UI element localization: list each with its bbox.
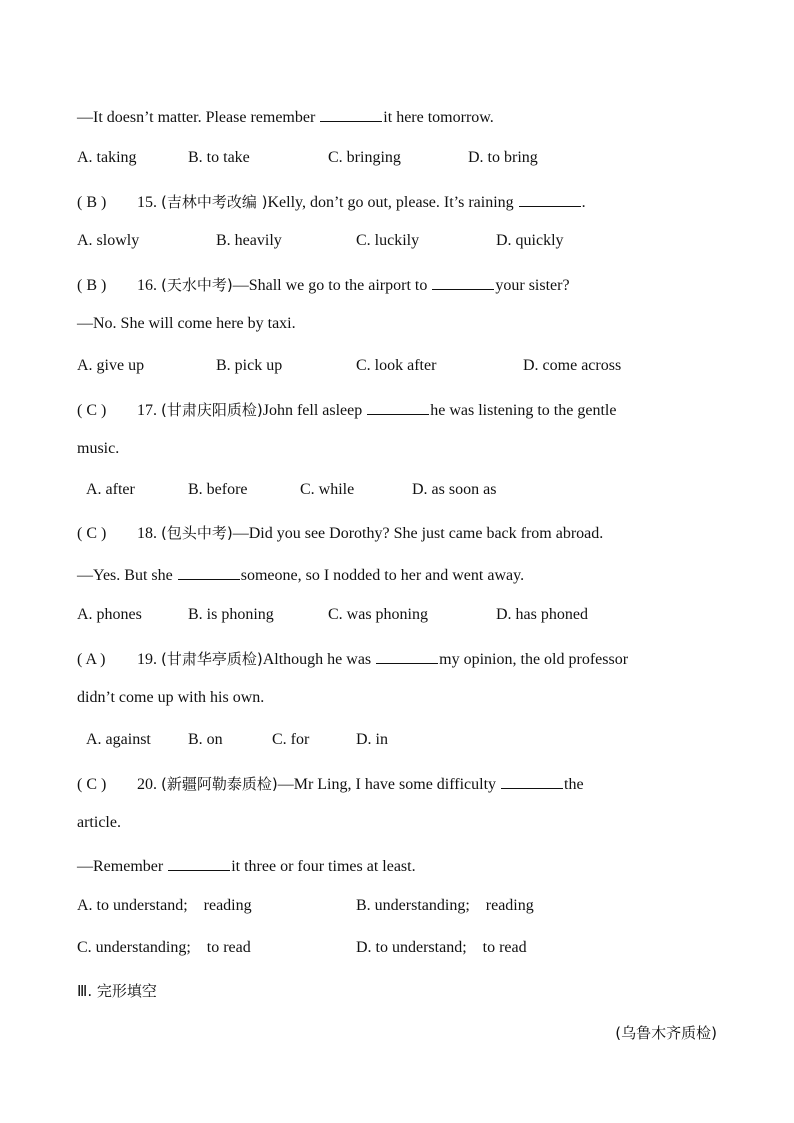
q20-stem-post: the bbox=[564, 776, 584, 793]
answer-blank bbox=[432, 274, 494, 290]
q17-stem-post: he was listening to the gentle bbox=[430, 402, 617, 419]
q19-option-a: A. against bbox=[86, 731, 151, 748]
q16-number: 16. bbox=[137, 277, 161, 294]
q14-option-c: C. bringing bbox=[328, 149, 401, 166]
q20-source: (新疆阿勒泰质检) bbox=[161, 775, 278, 793]
q18-stem bbox=[77, 523, 717, 544]
q18-option-c: C. was phoning bbox=[328, 606, 428, 623]
q19-answer: ( A ) bbox=[77, 651, 106, 668]
q15-option-a: A. slowly bbox=[77, 232, 140, 249]
section-source: (乌鲁木齐质检) bbox=[615, 1024, 717, 1042]
answer-blank bbox=[178, 564, 240, 580]
q14-reply-pre: —It doesn’t matter. Please remember bbox=[77, 109, 320, 126]
q15-stem-post: . bbox=[581, 194, 586, 211]
q17-stem-pre: John fell asleep bbox=[262, 402, 367, 419]
q18-option-a: A. phones bbox=[77, 606, 142, 623]
q16-option-b: B. pick up bbox=[216, 357, 283, 374]
q17-stem bbox=[77, 399, 717, 421]
q17-continuation: music. bbox=[77, 440, 120, 457]
q15-option-d: D. quickly bbox=[496, 232, 564, 249]
q20-option-c: C. understanding; to read bbox=[77, 939, 251, 956]
q14-option-b: B. to take bbox=[188, 149, 250, 166]
q15-stem-pre: Kelly, don’t go out, please. It’s raining bbox=[267, 194, 518, 211]
q16-stem-pre: —Shall we go to the airport to bbox=[232, 277, 432, 294]
q19-stem-pre: Although he was bbox=[262, 651, 376, 668]
q20-continuation: article. bbox=[77, 814, 121, 831]
q20-reply-post: it three or four times at least. bbox=[231, 858, 416, 875]
q18-answer: ( C ) bbox=[77, 525, 107, 542]
q16-stem-post: your sister? bbox=[495, 277, 570, 294]
q20-stem bbox=[77, 773, 717, 795]
q20-reply-pre: —Remember bbox=[77, 858, 168, 875]
q17-source: (甘肃庆阳质检) bbox=[161, 401, 263, 419]
q18-stem-text: —Did you see Dorothy? She just came back from abroad. bbox=[232, 525, 604, 542]
q16-option-d: D. come across bbox=[523, 357, 622, 374]
answer-blank bbox=[367, 399, 429, 415]
q18-reply-pre: —Yes. But she bbox=[77, 567, 177, 584]
q19-number: 19. bbox=[137, 651, 161, 668]
q15-stem bbox=[77, 191, 717, 213]
q19-option-d: D. in bbox=[356, 731, 388, 748]
q17-option-c: C. while bbox=[300, 481, 355, 498]
q15-answer: ( B ) bbox=[77, 194, 107, 211]
q19-option-c: C. for bbox=[272, 731, 310, 748]
q18-reply-post: someone, so I nodded to her and went away. bbox=[240, 567, 525, 584]
q14-reply-post: it here tomorrow. bbox=[383, 109, 494, 126]
q20-stem-pre: —Mr Ling, I have some difficulty bbox=[277, 776, 501, 793]
q16-answer: ( B ) bbox=[77, 277, 107, 294]
q15-option-c: C. luckily bbox=[356, 232, 420, 249]
q19-continuation: didn’t come up with his own. bbox=[77, 689, 265, 706]
answer-blank bbox=[501, 773, 563, 789]
q16-option-c: C. look after bbox=[356, 357, 437, 374]
answer-blank bbox=[320, 106, 382, 122]
q20-option-d: D. to understand; to read bbox=[356, 939, 527, 956]
q19-source: (甘肃华亭质检) bbox=[161, 650, 263, 668]
q20-answer: ( C ) bbox=[77, 776, 107, 793]
answer-blank bbox=[519, 191, 581, 207]
q17-number: 17. bbox=[137, 402, 161, 419]
q20-option-a: A. to understand; reading bbox=[77, 897, 252, 914]
q17-option-b: B. before bbox=[188, 481, 248, 498]
q19-option-b: B. on bbox=[188, 731, 223, 748]
q19-stem-post: my opinion, the old professor bbox=[439, 651, 629, 668]
q20-number: 20. bbox=[137, 776, 161, 793]
q18-number: 18. bbox=[137, 525, 161, 542]
q15-source: (吉林中考改编 ) bbox=[161, 193, 268, 211]
q16-option-a: A. give up bbox=[77, 357, 145, 374]
answer-blank bbox=[376, 648, 438, 664]
q18-option-d: D. has phoned bbox=[496, 606, 588, 623]
answer-blank bbox=[168, 855, 230, 871]
q16-source: (天水中考) bbox=[161, 276, 233, 294]
section-heading: Ⅲ. 完形填空 bbox=[77, 982, 157, 1000]
q20-reply bbox=[77, 855, 717, 877]
q17-option-d: D. as soon as bbox=[412, 481, 497, 498]
q15-option-b: B. heavily bbox=[216, 232, 282, 249]
q18-source: (包头中考) bbox=[161, 524, 233, 542]
q19-stem bbox=[77, 648, 717, 670]
q18-reply bbox=[77, 564, 717, 586]
q16-stem bbox=[77, 274, 717, 296]
q20-option-b: B. understanding; reading bbox=[356, 897, 534, 914]
q14-reply bbox=[77, 106, 717, 128]
q14-option-d: D. to bring bbox=[468, 149, 538, 166]
q17-option-a: A. after bbox=[86, 481, 135, 498]
q18-option-b: B. is phoning bbox=[188, 606, 274, 623]
q14-option-a: A. taking bbox=[77, 149, 137, 166]
q17-answer: ( C ) bbox=[77, 402, 107, 419]
q16-reply: —No. She will come here by taxi. bbox=[77, 315, 296, 332]
q15-number: 15. bbox=[137, 194, 161, 211]
